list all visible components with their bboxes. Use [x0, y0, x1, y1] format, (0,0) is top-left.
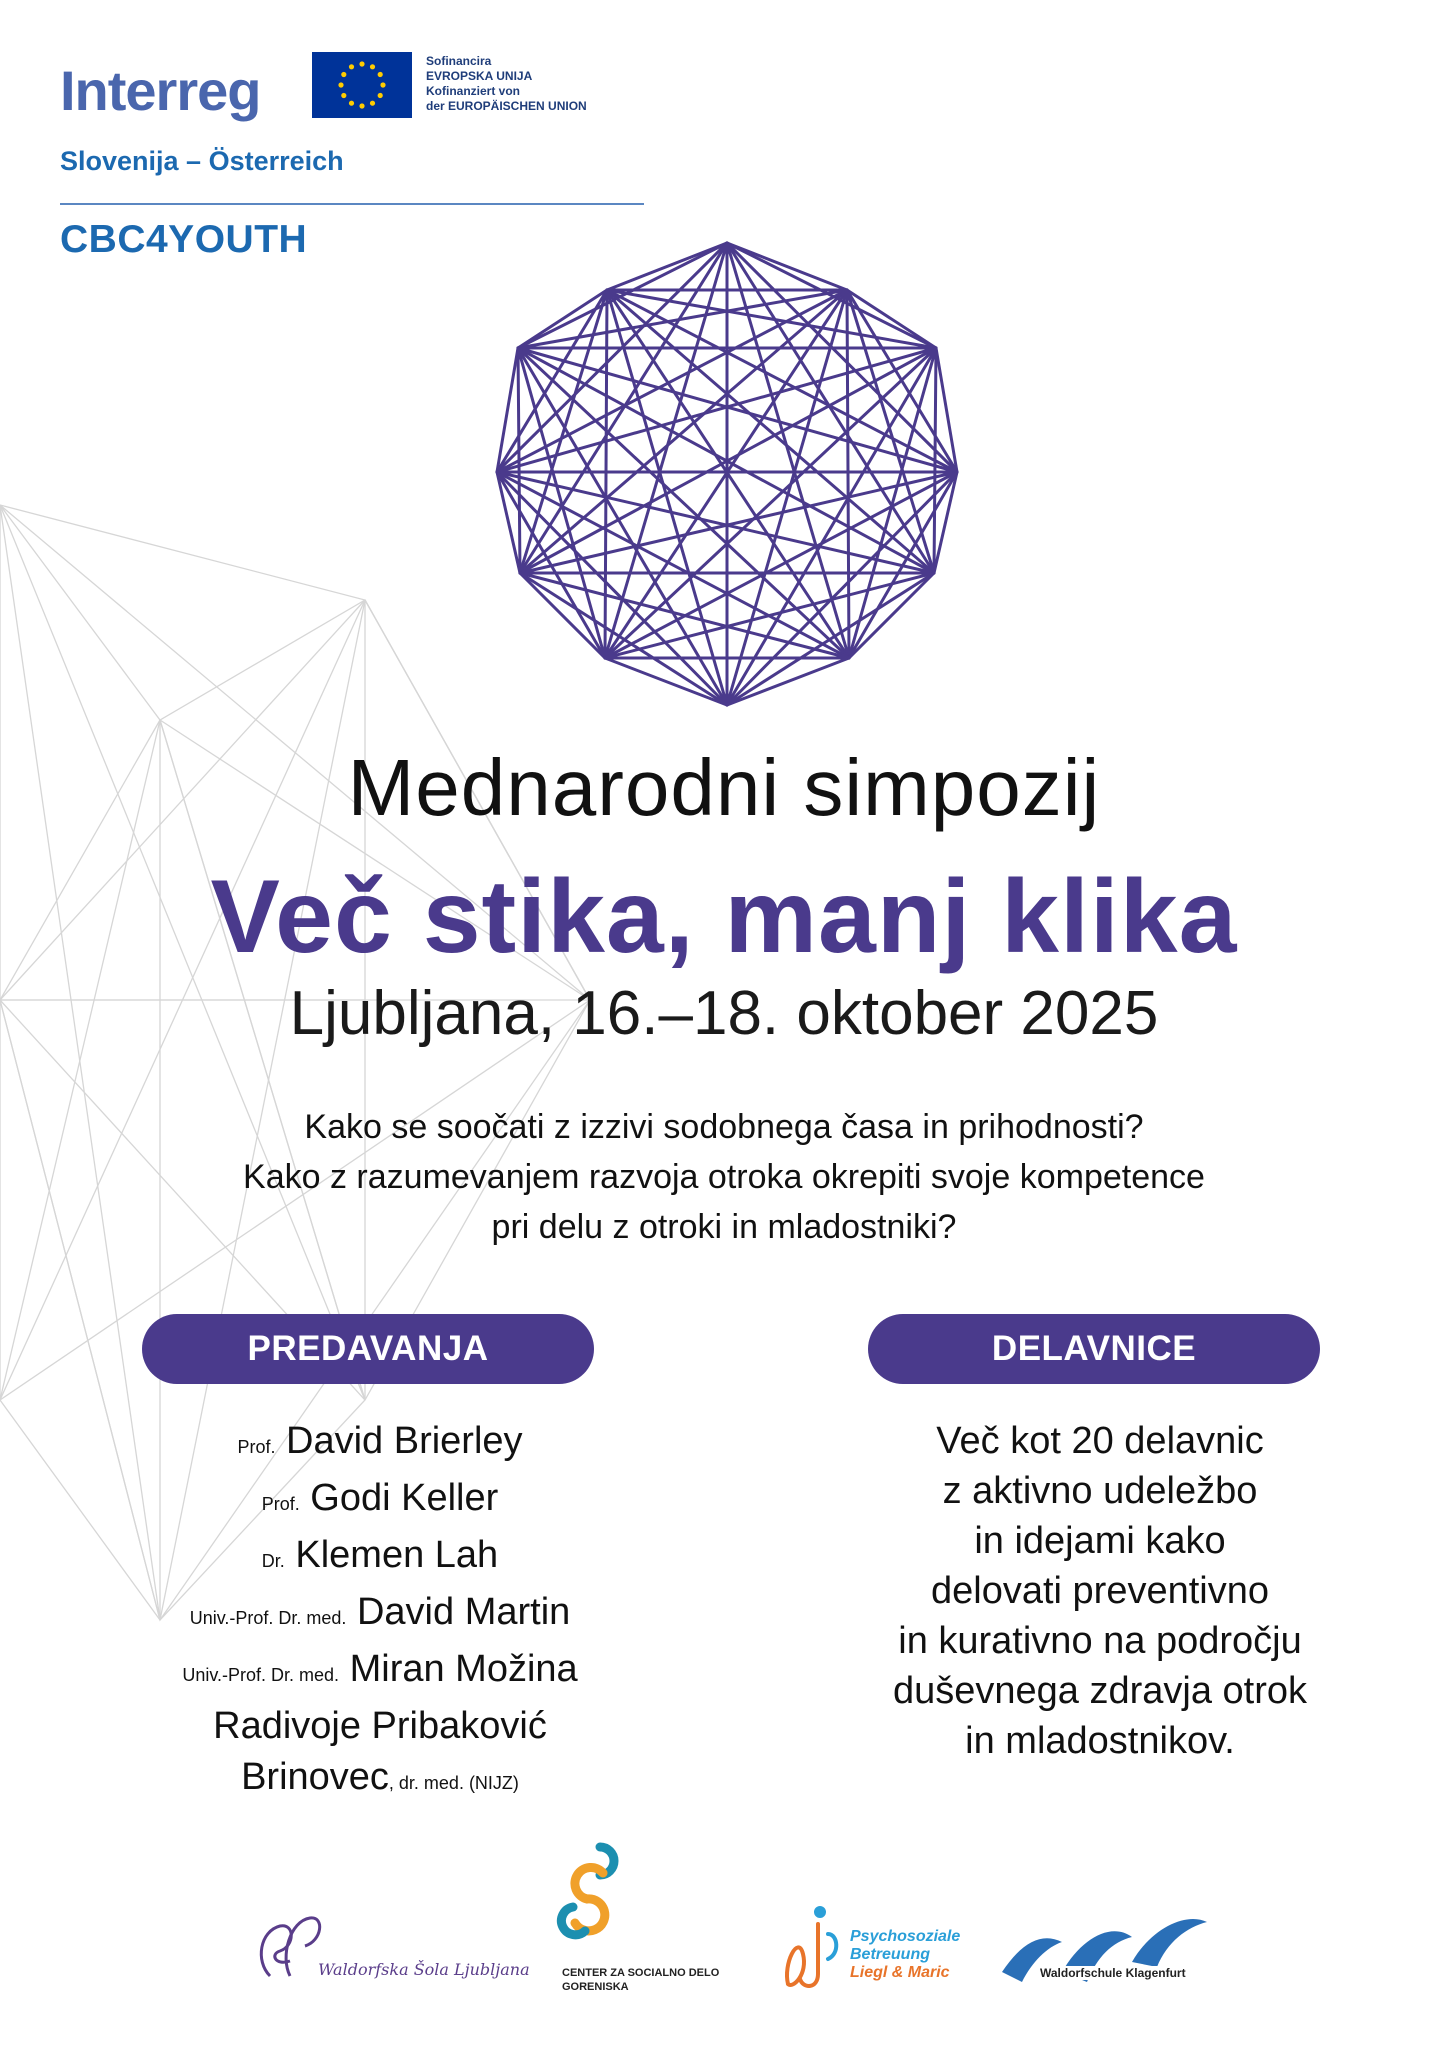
emblem-line — [607, 290, 936, 348]
speaker-list — [130, 1416, 630, 1809]
emblem-line — [497, 472, 520, 573]
emblem-line — [849, 348, 936, 658]
event-title: Več stika, manj klika — [210, 859, 1238, 975]
eu-star-icon — [349, 64, 354, 69]
lectures-heading: PREDAVANJA — [142, 1314, 594, 1384]
speaker: Prof. David Brierley — [237, 1420, 523, 1462]
eu-star-icon — [370, 64, 375, 69]
speaker: Prof. Godi Keller — [261, 1477, 499, 1519]
workshops-description: Več kot 20 delavnic z aktivno udeležbo in idejami kako delovati preventivno in kurativno na področju duševnega zdravja otrok in mladostnikov. — [892, 1420, 1308, 1762]
event-place-date: Ljubljana, 16.–18. oktober 2025 — [289, 979, 1159, 1048]
csd-logo-icon — [545, 1835, 635, 1945]
emblem-line — [605, 573, 934, 658]
question-line: Kako se soočati z izzivi sodobnega časa in prihodnosti? — [304, 1108, 1144, 1146]
eu-flag-icon — [312, 52, 412, 118]
eu-star-icon — [380, 82, 385, 87]
speaker: Univ.-Prof. Dr. med. Miran Možina — [182, 1648, 578, 1690]
emblem-line — [497, 290, 847, 472]
project-name: CBC4YOUTH — [60, 218, 308, 261]
header-divider — [60, 203, 644, 205]
event-type: Mednarodni simpozij — [347, 743, 1101, 832]
geometric-lotus-emblem — [490, 240, 970, 720]
psychosoziale-logo-text: Psychosoziale Betreuung Liegl & Maric — [850, 1928, 961, 1981]
emblem-line — [727, 243, 847, 290]
emblem-line — [607, 290, 957, 472]
eu-star-icon — [378, 93, 383, 98]
eu-star-icon — [341, 72, 346, 77]
emblem-line — [847, 290, 849, 658]
emblem-line — [518, 348, 605, 658]
program-region: Slovenija – Österreich — [60, 146, 344, 176]
question-line: pri delu z otroki in mladostniki? — [491, 1208, 957, 1246]
question-line: Kako z razumevanjem razvoja otroka okrepiti svoje kompetence — [243, 1158, 1205, 1196]
emblem-line — [520, 290, 607, 573]
emblem-line — [518, 290, 847, 348]
emblem-line — [520, 472, 957, 573]
workshops-heading: DELAVNICE — [868, 1314, 1320, 1384]
emblem-line — [934, 348, 936, 573]
eu-star-icon — [359, 103, 364, 108]
speaker: Radivoje Pribaković — [213, 1705, 547, 1747]
emblem-line — [847, 290, 934, 573]
psychosoziale-logo-icon — [778, 1904, 848, 1994]
eu-cofunding-text: Sofinancira EVROPSKA UNIJA Kofinanziert von der EUROPÄISCHEN UNION — [426, 54, 587, 113]
emblem-line — [605, 290, 607, 658]
speaker: Brinovec, dr. med. (NIJZ) — [241, 1756, 519, 1798]
eu-star-icon — [341, 93, 346, 98]
emblem-line — [497, 472, 934, 573]
eu-star-icon — [338, 82, 343, 87]
interreg-logo: Interreg — [60, 59, 261, 122]
eu-star-icon — [370, 101, 375, 106]
speaker: Dr. Klemen Lah — [261, 1534, 499, 1576]
emblem-line — [518, 348, 520, 573]
emblem-line — [520, 573, 849, 658]
emblem-line — [934, 472, 957, 573]
speaker: Univ.-Prof. Dr. med. David Martin — [189, 1591, 571, 1633]
waldorf-ljubljana-logo-text: Waldorfska Šola Ljubljana — [318, 1960, 530, 1979]
eu-star-icon — [349, 101, 354, 106]
waldorfschule-klagenfurt-logo-text: Waldorfschule Klagenfurt — [1040, 1966, 1186, 1980]
emblem-line — [607, 243, 727, 290]
eu-star-icon — [359, 61, 364, 66]
eu-star-icon — [378, 72, 383, 77]
csd-logo-text: CENTER ZA SOCIALNO DELO GORENISKA — [562, 1967, 720, 1993]
